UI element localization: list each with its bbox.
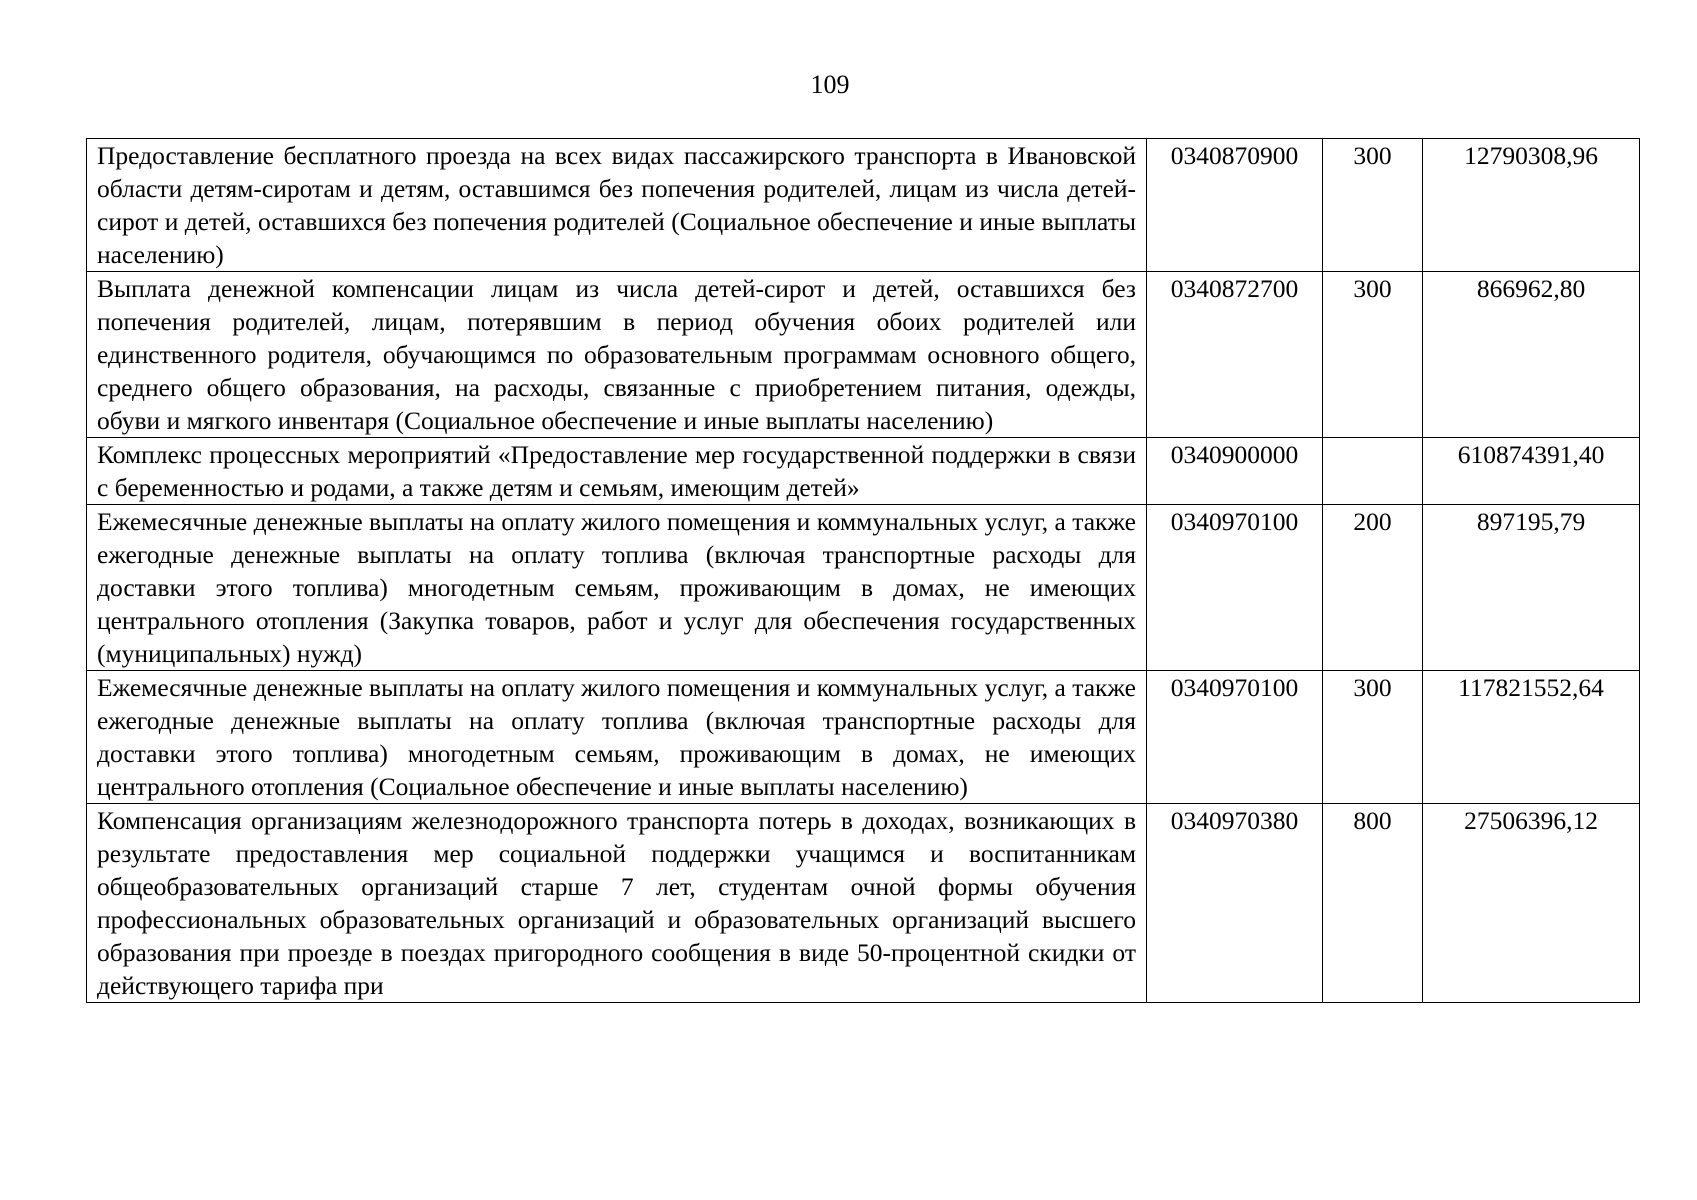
target-article-code-cell: 0340872700 bbox=[1147, 272, 1323, 438]
table-row bbox=[87, 505, 1640, 671]
page-number: 109 bbox=[810, 70, 850, 99]
table-row bbox=[87, 671, 1640, 804]
expense-type-cell: 300 bbox=[1323, 139, 1423, 272]
target-article-code-cell: 0340900000 bbox=[1147, 438, 1323, 505]
expense-type-cell: 300 bbox=[1323, 272, 1423, 438]
amount-cell: 897195,79 bbox=[1423, 505, 1640, 671]
target-article-code-cell: 0340870900 bbox=[1147, 139, 1323, 272]
expense-name-cell: Ежемесячные денежные выплаты на оплату жилого помещения и коммунальных услуг, а также ежегодные денежные выплаты на оплату топлива (включая транспортные расходы для доставки этого топлива) многодетным семьям, проживающим в домах, не имеющих центрального отопления (Закупка товаров, работ и услуг для обеспечения государственных (муниципальных) нужд) bbox=[87, 505, 1147, 671]
expense-name-cell: Комплекс процессных мероприятий «Предоставление мер государственной поддержки в связи с беременностью и родами, а также детям и семьям, имеющим детей» bbox=[87, 438, 1147, 505]
target-article-code-cell: 0340970100 bbox=[1147, 505, 1323, 671]
expense-type-cell: 200 bbox=[1323, 505, 1423, 671]
expense-name-cell: Выплата денежной компенсации лицам из числа детей-сирот и детей, оставшихся без попечения родителей, лицам, потерявшим в период обучения обоих родителей или единственного родителя, обучающимся по образовательным программам основного общего, среднего общего образования, на расходы, связанные с приобретением питания, одежды, обуви и мягкого инвентаря (Социальное обеспечение и иные выплаты населению) bbox=[87, 272, 1147, 438]
table-row bbox=[87, 804, 1640, 1003]
table-row bbox=[87, 438, 1640, 505]
expense-type-cell bbox=[1323, 438, 1423, 505]
expense-name-cell: Предоставление бесплатного проезда на всех видах пассажирского транспорта в Ивановской области детям-сиротам и детям, оставшимся без попечения родителей, лицам из числа детей-сирот и детей, оставшихся без попечения родителей (Социальное обеспечение и иные выплаты населению) bbox=[87, 139, 1147, 272]
amount-cell: 610874391,40 bbox=[1423, 438, 1640, 505]
target-article-code-cell: 0340970100 bbox=[1147, 671, 1323, 804]
amount-cell: 866962,80 bbox=[1423, 272, 1640, 438]
expense-name-cell: Ежемесячные денежные выплаты на оплату жилого помещения и коммунальных услуг, а также ежегодные денежные выплаты на оплату топлива (включая транспортные расходы для доставки этого топлива) многодетным семьям, проживающим в домах, не имеющих центрального отопления (Социальное обеспечение и иные выплаты населению) bbox=[87, 671, 1147, 804]
target-article-code-cell: 0340970380 bbox=[1147, 804, 1323, 1003]
expense-type-cell: 800 bbox=[1323, 804, 1423, 1003]
budget-table bbox=[86, 138, 1640, 1003]
amount-cell: 12790308,96 bbox=[1423, 139, 1640, 272]
table-row bbox=[87, 272, 1640, 438]
expense-type-cell: 300 bbox=[1323, 671, 1423, 804]
expense-name-cell: Компенсация организациям железнодорожного транспорта потерь в доходах, возникающих в результате предоставления мер социальной поддержки учащимся и воспитанникам общеобразовательных организаций старше 7 лет, студентам очной формы обучения профессиональных образовательных организаций и образовательных организаций высшего образования при проезде в поездах пригородного сообщения в виде 50-процентной скидки от действующего тарифа при bbox=[87, 804, 1147, 1003]
amount-cell: 117821552,64 bbox=[1423, 671, 1640, 804]
table-row bbox=[87, 139, 1640, 272]
amount-cell: 27506396,12 bbox=[1423, 804, 1640, 1003]
